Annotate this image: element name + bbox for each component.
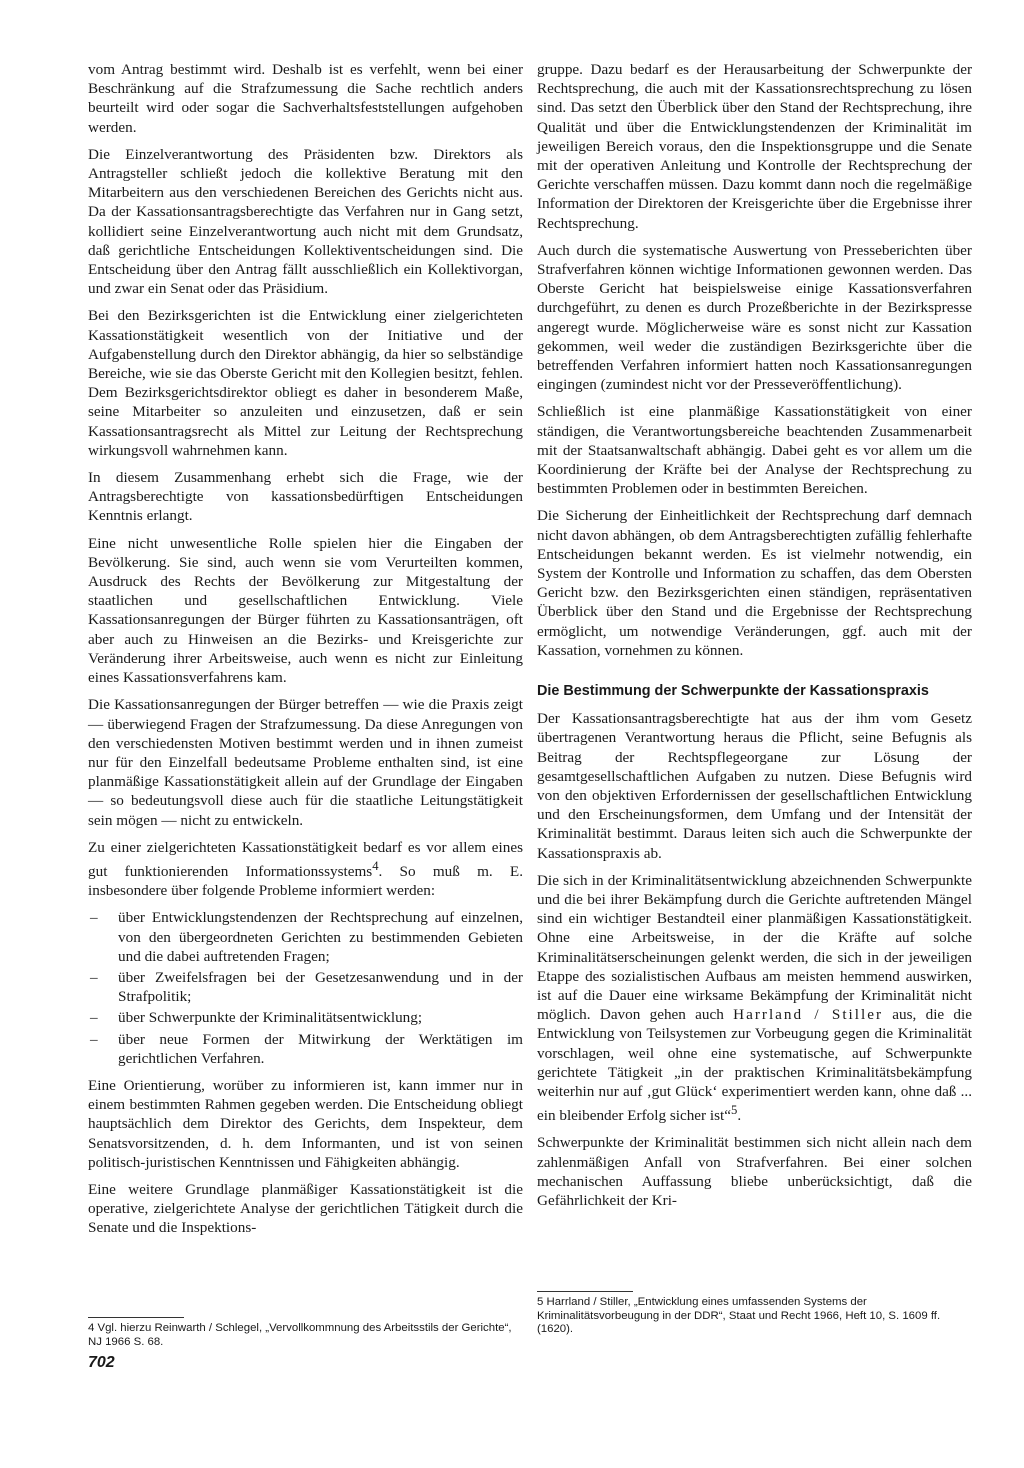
- list-item: – über Schwerpunkte der Kriminalitätsentwicklung;: [88, 1008, 523, 1027]
- paragraph: Auch durch die systematische Auswertung von Presseberichten über Strafverfahren können wichtige Informationen gewonnen werden. Das Oberste Gericht hat beispielsweise einige Kassationsverfahren durchgeführt, zu denen es durch Prozeßberichte in der Bezirkspresse angeregt wurde. Möglicherweise wäre es sonst nicht zur Kassation gekommen, weil weder die zuständigen Bezirksgerichte über die betreffenden Verfahren informiert hatten noch Kassationsanregungen eingingen (zumindest nicht vor der Presseveröffentlichung).: [537, 241, 972, 394]
- paragraph: gruppe. Dazu bedarf es der Herausarbeitung der Schwerpunkte der Rechtsprechung, die auch mit der Kassationsrechtsprechung zu lösen sind. Das setzt den Überblick über den Stand der Rechtsprechung, ihre Qualität und über die Entwicklungstendenzen der Kriminalität im jeweiligen Bereich voraus, den die Inspektionsgruppe und die Senate mit der operativen Anleitung und Kontrolle der Rechtsprechung der Gerichte verschaffen müssen. Dazu kommt dann noch die regelmäßige Information der Direktoren der Kreisgerichte über die Ergebnisse ihrer Rechtsprechung.: [537, 61, 972, 232]
- footnote-divider: [88, 1317, 184, 1318]
- list-item: – über Entwicklungstendenzen der Rechtsprechung auf einzelnen, von den übergeordneten Gerichten zu bestimmenden Gebieten und die dabei auftretenden Fragen;: [88, 908, 523, 966]
- footnote-5: 5 Harrland / Stiller, „Entwicklung eines umfassenden Systems der Kriminalitätsvorbeugung in der DDR“, Staat und Recht 1966, Heft 10, S. 1609 ff. (1620).: [537, 1296, 941, 1336]
- paragraph: Die Sicherung der Einheitlichkeit der Rechtsprechung darf demnach nicht davon abhängen, ob dem Antragsberechtigten zufällig fehlerhafte Entscheidungen bekannt werden. Es ist vielmehr notwendig, ein System der Kontrolle und Information zu schaffen, das dem Obersten Gericht bzw. den Bezirksgerichten einen ständigen, repräsentativen Überblick über den Stand und die Ergebnisse der Rechtsprechung ermöglicht, um notwendige Veränderungen, ggf. auch mit der Kassation, vornehmen zu können.: [537, 507, 972, 659]
- paragraph: [88, 838, 523, 901]
- right-column: [537, 60, 972, 1218]
- footnote-ref: 4: [372, 858, 379, 873]
- paragraph: [537, 871, 972, 1126]
- paragraph: Der Kassationsantragsberechtigte hat aus der ihm vom Gesetz übertragenen Verantwortung heraus die Pflicht, seine Befugnis als Beitrag der Rechtspflegeorgane zur Lösung der gesamtgesellschaftlichen Aufgaben zu nutzen. Diese Befugnis wird von den objektiven Erfordernissen der gesellschaftlichen Entwicklung und den Erscheinungsformen, dem Umfang und der Intensität der Kriminalität bestimmt. Daraus leiten sich auch die Schwerpunkte der Kassationspraxis ab.: [537, 710, 972, 862]
- paragraph: Bei den Bezirksgerichten ist die Entwicklung einer zielgerichteten Kassationstätigkeit wesentlich von der Initiative und der Aufgabenstellung durch den Direktor abhängig, da hier so selbständige Bereiche, wie sie das Oberste Gericht mit den Kollegien besitzt, fehlen. Dem Bezirksgerichtsdirektor obliegt es daher in besonderem Maße, seine Mitarbeiter so anzuleiten und einzusetzen, daß er sein Kassationsantragsrecht als Mittel zur Leitung der Rechtsprechung wirkungsvoll wahrnehmen kann.: [88, 307, 523, 459]
- paragraph-text: Die sich in der Kriminalitätsentwicklung abzeichnenden Schwerpunkte und die bei ihrer Bekämpfung durch die Gerichte auftretenden Mängel sind ein wichtiger Bestandteil einer planmäßigen Kassationstätigkeit. Ohne eine Arbeitsweise, in der die Kräfte auf solche Kriminalitätserscheinungen gelenkt werden, die sich in der jeweiligen Etappe des sozialistischen Aufbaus am meisten hemmend auswirken, ist auf die Dauer eine wirksame Bekämpfung der Kriminalität nicht möglich. Davon gehen auch: [537, 871, 972, 1024]
- paragraph: Eine Orientierung, worüber zu informieren ist, kann immer nur in einem bestimmten Rahmen gegeben werden. Die Entscheidung obliegt hauptsächlich dem Direktor des Gerichts, dem Inspekteur, dem Senatsvorsitzenden, d. h. dem Informanten, und ist von seinen politisch-juristischen Kenntnissen und Fähigkeiten abhängig.: [88, 1077, 523, 1171]
- paragraph: Eine nicht unwesentliche Rolle spielen hier die Eingaben der Bevölkerung. Sie sind, auch wenn sie vom Verurteilten kommen, Ausdruck des Rechts der Bevölkerung zur Mitgestaltung der staatlichen und gesellschaftlichen Entwicklung. Viele Kassationsanregungen der Bürger führten zu Kassationsanträgen, oft aber auch zu Hinweisen an die Bezirks- und Kreisgerichte zur Veränderung ihrer Arbeitsweise, auch wenn es nicht zur Einleitung eines Kassationsverfahrens kam.: [88, 534, 523, 687]
- paragraph-text: . So muß m. E. insbesondere über folgende Probleme informiert werden:: [88, 862, 523, 900]
- paragraph: Schwerpunkte der Kriminalität bestimmen sich nicht allein nach dem zahlenmäßigen Anfall von Strafverfahren. Bei einer solchen mechanischen Auffassung bliebe unberücksichtigt, daß die Gefährlichkeit der Kri-: [537, 1134, 972, 1210]
- paragraph: Die Kassationsanregungen der Bürger betreffen — wie die Praxis zeigt — überwiegend Fragen der Strafzumessung. Da diese Anregungen von den verschiedensten Motiven bestimmt werden und in ihnen zumeist nur für den Einzelfall bedeutsame Probleme enthalten sind, ist eine planmäßige Kassationstätigkeit allein auf der Grundlage der Eingaben — so bedeutungsvoll diese auch für die staatliche Leitungstätigkeit sein mögen — nicht zu entwickeln.: [88, 696, 523, 829]
- list-item: – über neue Formen der Mitwirkung der Werktätigen im gerichtlichen Verfahren.: [88, 1030, 523, 1068]
- paragraph: Die Einzelverantwortung des Präsidenten bzw. Direktors als Antragsteller schließt jedoch die kollektive Beratung mit den Mitarbeitern aus den verschiedenen Bereichen des Gerichts nicht aus. Da der Kassationsantragsberechtigte das Verfahren nur in Gang setzt, kollidiert seine Einzelverantwortung auch nicht mit dem Grundsatz, daß gerichtliche Entscheidungen Kollektiventscheidungen sind. Die Entscheidung über den Antrag fällt ausschließlich ein Kollektivorgan, und zwar ein Senat oder das Präsidium.: [88, 145, 523, 298]
- paragraph: In diesem Zusammenhang erhebt sich die Frage, wie der Antragsberechtigte von kassationsbedürftigen Entscheidungen Kenntnis erlangt.: [88, 469, 523, 525]
- footnote-ref: 5: [731, 1103, 738, 1118]
- topic-list: [88, 908, 523, 1068]
- paragraph-text: aus, die die Entwicklung von Teilsystemen zur Vorbeugung gegen die Kriminalität vorschlagen, weil ohne eine systematische, auf Schwerpunkte gerichtete Tätigkeit „in der praktischen Kriminalitätsbekämpfung weiterhin nur auf ‚gut Glück‘ experimentiert werden kann, ohne daß ... ein bleibender Erfolg sicher ist“: [537, 1006, 972, 1125]
- paragraph-text: .: [737, 1107, 742, 1125]
- paragraph: vom Antrag bestimmt wird. Deshalb ist es verfehlt, wenn bei einer Beschränkung auf die Strafzumessung die Sache rechtlich anders beurteilt wird oder sogar die Sachverhaltsfeststellungen aufgehoben werden.: [88, 61, 523, 136]
- left-column: [88, 60, 523, 1246]
- footnote-4: 4 Vgl. hierzu Reinwarth / Schlegel, „Vervollkommnung des Arbeitsstils der Gerichte“, NJ 1966 S. 68.: [88, 1322, 512, 1348]
- page-number: 702: [88, 1354, 115, 1371]
- author-names: Harrland / Stiller: [733, 1006, 883, 1024]
- section-heading: Die Bestimmung der Schwerpunkte der Kassationspraxis: [537, 683, 929, 700]
- list-item: – über Zweifelsfragen bei der Gesetzesanwendung und in der Strafpolitik;: [88, 968, 523, 1006]
- paragraph: Eine weitere Grundlage planmäßiger Kassationstätigkeit ist die operative, zielgerichtete Analyse der gerichtlichen Tätigkeit durch die Senate und die Inspektions-: [88, 1181, 523, 1237]
- paragraph: Schließlich ist eine planmäßige Kassationstätigkeit von einer ständigen, die Verantwortungsbereiche beachtenden Zusammenarbeit mit der Staatsanwaltschaft abhängig. Dabei geht es vor allem um die Koordinierung der Kräfte bei der Analyse der Rechtsprechung zu bestimmten Problemen oder in bestimmten Bereichen.: [537, 403, 972, 498]
- footnote-divider: [537, 1291, 633, 1292]
- paragraph-text: Zu einer zielgerichteten Kassationstätigkeit bedarf es vor allem eines gut funktionierenden Informationssystems: [88, 838, 523, 880]
